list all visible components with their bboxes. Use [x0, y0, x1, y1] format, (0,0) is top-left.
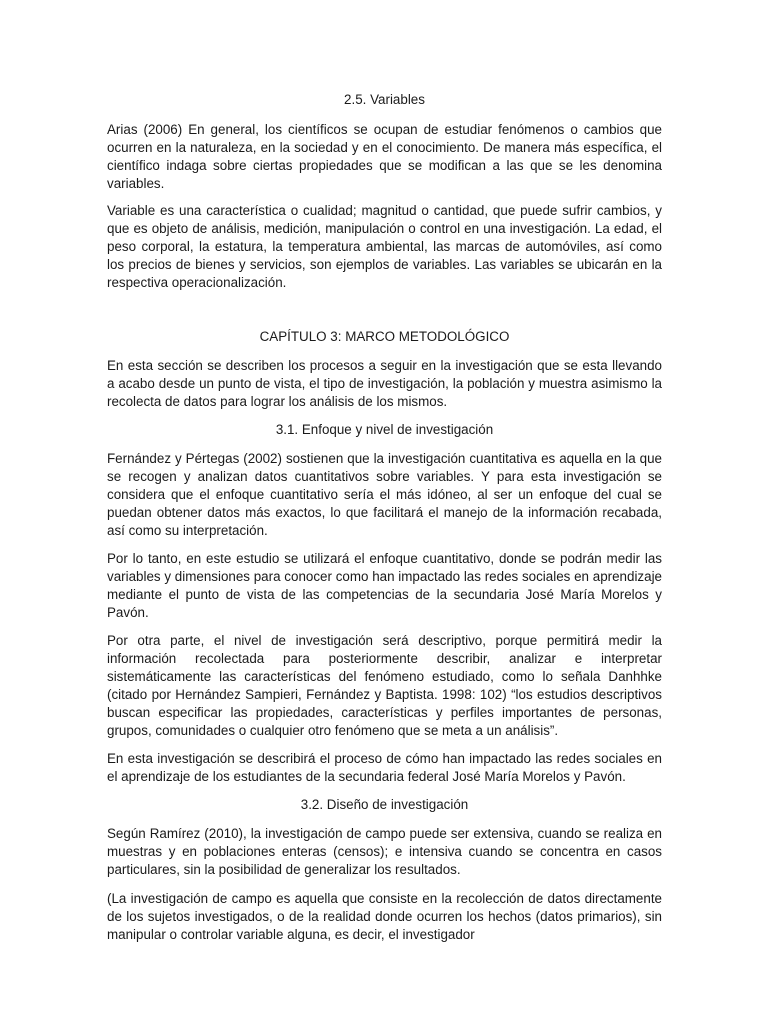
section-2-5-heading: 2.5. Variables [344, 92, 425, 107]
paragraph-ramirez: Según Ramírez (2010), la investigación de campo puede ser extensiva, cuando se realiza en muestras y en poblaciones enteras (censos); e intensiva cuando se concentra en casos particulares, sin la posibilidad de generalizar los resultados. [107, 826, 662, 877]
paragraph-nivel-descriptivo: Por otra parte, el nivel de investigación será descriptivo, porque permitirá medir la información recolectada para posteriormente describir, analizar e interpretar sistemáticamente las características del fenómeno estudiado, como lo señala Danhhke (citado por Hernández Sampieri, Fernández y Baptista. 1998: 102) “los estudios descriptivos buscan especificar las propiedades, características y perfiles importantes de personas, grupos, comunidades o cualquier otro fenómeno que se meta a un análisis”. [107, 633, 662, 738]
paragraph-enfoque-cuantitativo: Por lo tanto, en este estudio se utilizará el enfoque cuantitativo, donde se podrán medir las variables y dimensiones para conocer como han impactado las redes sociales en aprendizaje mediante el punto de vista de las competencias de la secundaria José María Morelos y Pavón. [107, 551, 662, 620]
paragraph-fernandez: Fernández y Pértegas (2002) sostienen que la investigación cuantitativa es aquella en la que se recogen y analizan datos cuantitativos sobre variables. Y para esta investigación se considera que el enfoque cuantitativo sería el más idóneo, al ser un enfoque del cual se puedan obtener datos más exactos, lo que facilitará el manejo de la información recabada, así como su interpretación. [107, 451, 662, 538]
document-page [107, 0, 662, 944]
paragraph-proceso-impacto: En esta investigación se describirá el proceso de cómo han impactado las redes sociales en el aprendizaje de los estudiantes de la secundaria federal José María Morelos y Pavón. [107, 751, 662, 784]
chapter-3-heading: CAPÍTULO 3: MARCO METODOLÓGICO [259, 329, 510, 344]
section-3-2-heading: 3.2. Diseño de investigación [300, 797, 469, 812]
paragraph-variable-definition: Variable es una característica o cualidad; magnitud o cantidad, que puede sufrir cambios, y que es objeto de análisis, medición, manipulación o control en una investigación. La edad, el peso corporal, la estatura, la temperatura ambiental, las marcas de automóviles, así como los precios de bienes y servicios, son ejemplos de variables. Las variables se ubicarán en la respectiva operacionalización. [107, 203, 662, 290]
section-3-1-heading: 3.1. Enfoque y nivel de investigación [275, 422, 494, 437]
paragraph-chapter-intro: En esta sección se describen los procesos a seguir en la investigación que se esta llevando a acabo desde un punto de vista, el tipo de investigación, la población y muestra asimismo la recolecta de datos para lograr los análisis de los mismos. [107, 358, 662, 409]
paragraph-arias: Arias (2006) En general, los científicos se ocupan de estudiar fenómenos o cambios que ocurren en la naturaleza, en la sociedad y en el conocimiento. De manera más específica, el científico indaga sobre ciertas propiedades que se modifican a las que se les denomina variables. [107, 122, 662, 191]
paragraph-investigacion-campo: (La investigación de campo es aquella que consiste en la recolección de datos directamente de los sujetos investigados, o de la realidad donde ocurren los hechos (datos primarios), sin manipular o controlar variable alguna, es decir, el investigador [107, 891, 662, 942]
